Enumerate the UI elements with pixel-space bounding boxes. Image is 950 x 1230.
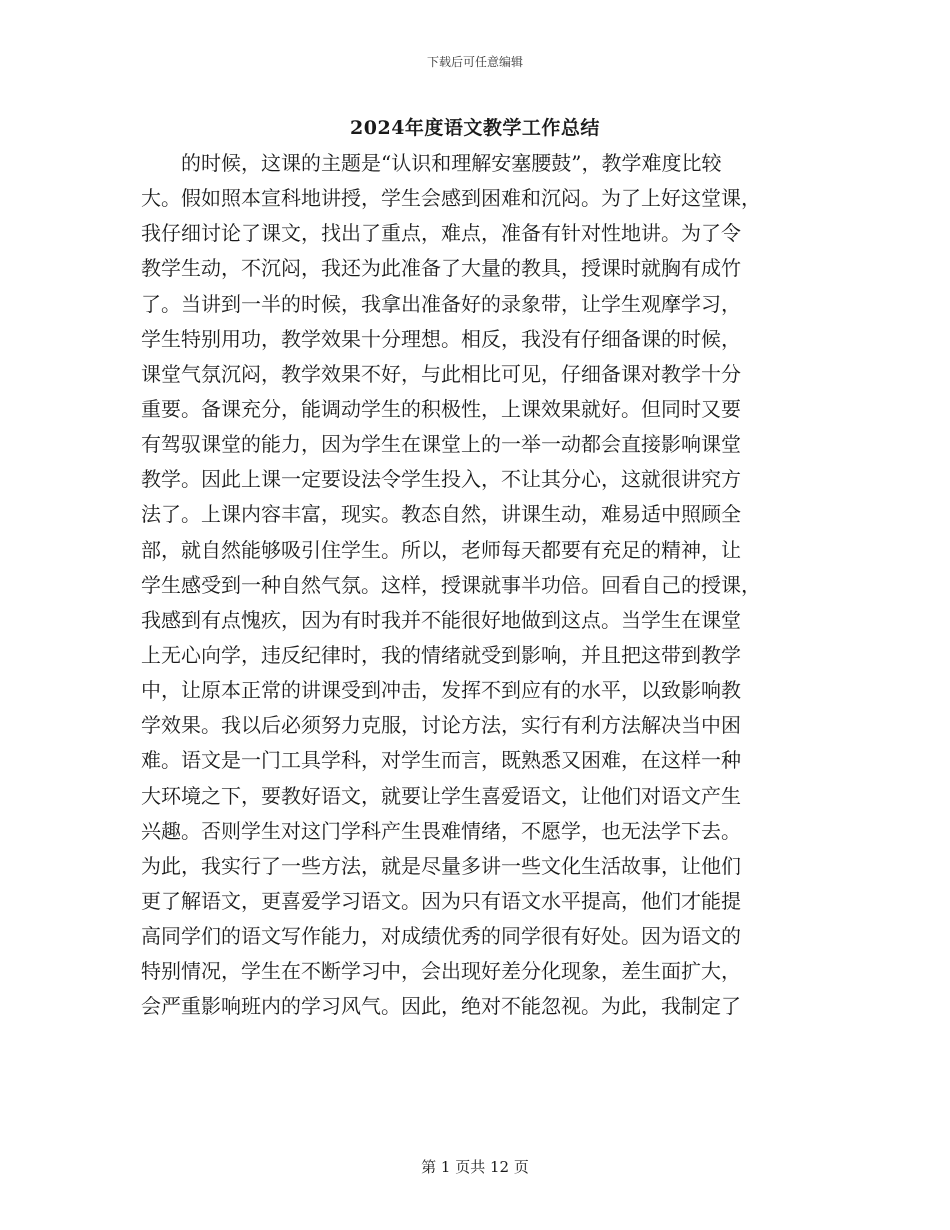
body-line: 法了。上课内容丰富，现实。教态自然，讲课生动，难易适中照顾全	[141, 502, 741, 527]
body-line: 有驾驭课堂的能力，因为学生在课堂上的一举一动都会直接影响课堂	[141, 432, 741, 457]
body-line: 学效果。我以后必须努力克服，讨论方法，实行有利方法解决当中困	[141, 713, 741, 738]
body-line: 学生感受到一种自然气氛。这样，授课就事半功倍。回看自己的授课，	[141, 572, 761, 597]
body-line: 教学生动，不沉闷，我还为此准备了大量的教具，授课时就胸有成竹	[141, 256, 741, 281]
document-title: 2024年度语文教学工作总结	[350, 117, 600, 139]
body-line: 难。语文是一门工具学科，对学生而言，既熟悉又困难，在这样一种	[141, 748, 741, 773]
body-line: 高同学们的语文写作能力，对成绩优秀的同学很有好处。因为语文的	[141, 924, 741, 949]
body-line: 的时候，这课的主题是“认识和理解安塞腰鼓”，教学难度比较	[141, 151, 722, 175]
header-note: 下载后可任意编辑	[426, 55, 523, 69]
body-line: 大。假如照本宣科地讲授，学生会感到困难和沉闷。为了上好这堂课，	[141, 186, 761, 211]
body-line: 会严重影响班内的学习风气。因此，绝对不能忽视。为此，我制定了	[141, 994, 741, 1019]
body-line: 大环境之下，要教好语文，就要让学生喜爱语文，让他们对语文产生	[141, 783, 741, 808]
body-line: 上无心向学，违反纪律时，我的情绪就受到影响，并且把这带到教学	[141, 642, 741, 667]
body-line: 中，让原本正常的讲课受到冲击，发挥不到应有的水平，以致影响教	[141, 678, 741, 703]
body-line: 兴趣。否则学生对这门学科产生畏难情绪，不愿学，也无法学下去。	[141, 818, 741, 843]
body-line: 特别情况，学生在不断学习中，会出现好差分化现象，差生面扩大，	[141, 959, 741, 984]
body-line: 我感到有点愧疚，因为有时我并不能很好地做到这点。当学生在课堂	[141, 607, 741, 632]
body-line: 学生特别用功，教学效果十分理想。相反，我没有仔细备课的时候，	[141, 326, 741, 351]
body-line: 重要。备课充分，能调动学生的积极性，上课效果就好。但同时又要	[141, 396, 741, 421]
body-line: 我仔细讨论了课文，找出了重点，难点，准备有针对性地讲。为了令	[141, 221, 741, 246]
body-line: 部，就自然能够吸引住学生。所以，老师每天都要有充足的精神，让	[141, 537, 741, 562]
body-line: 了。当讲到一半的时候，我拿出准备好的录象带，让学生观摩学习，	[141, 291, 741, 316]
body-line: 为此，我实行了一些方法，就是尽量多讲一些文化生活故事，让他们	[141, 853, 741, 878]
body-line: 教学。因此上课一定要设法令学生投入，不让其分心，这就很讲究方	[141, 467, 741, 492]
body-line: 更了解语文，更喜爱学习语文。因为只有语文水平提高，他们才能提	[141, 888, 741, 913]
body-line: 课堂气氛沉闷，教学效果不好，与此相比可见，仔细备课对教学十分	[141, 361, 741, 386]
document-body	[141, 146, 806, 1025]
page-footer: 第 1 页共 12 页	[421, 1158, 529, 1176]
